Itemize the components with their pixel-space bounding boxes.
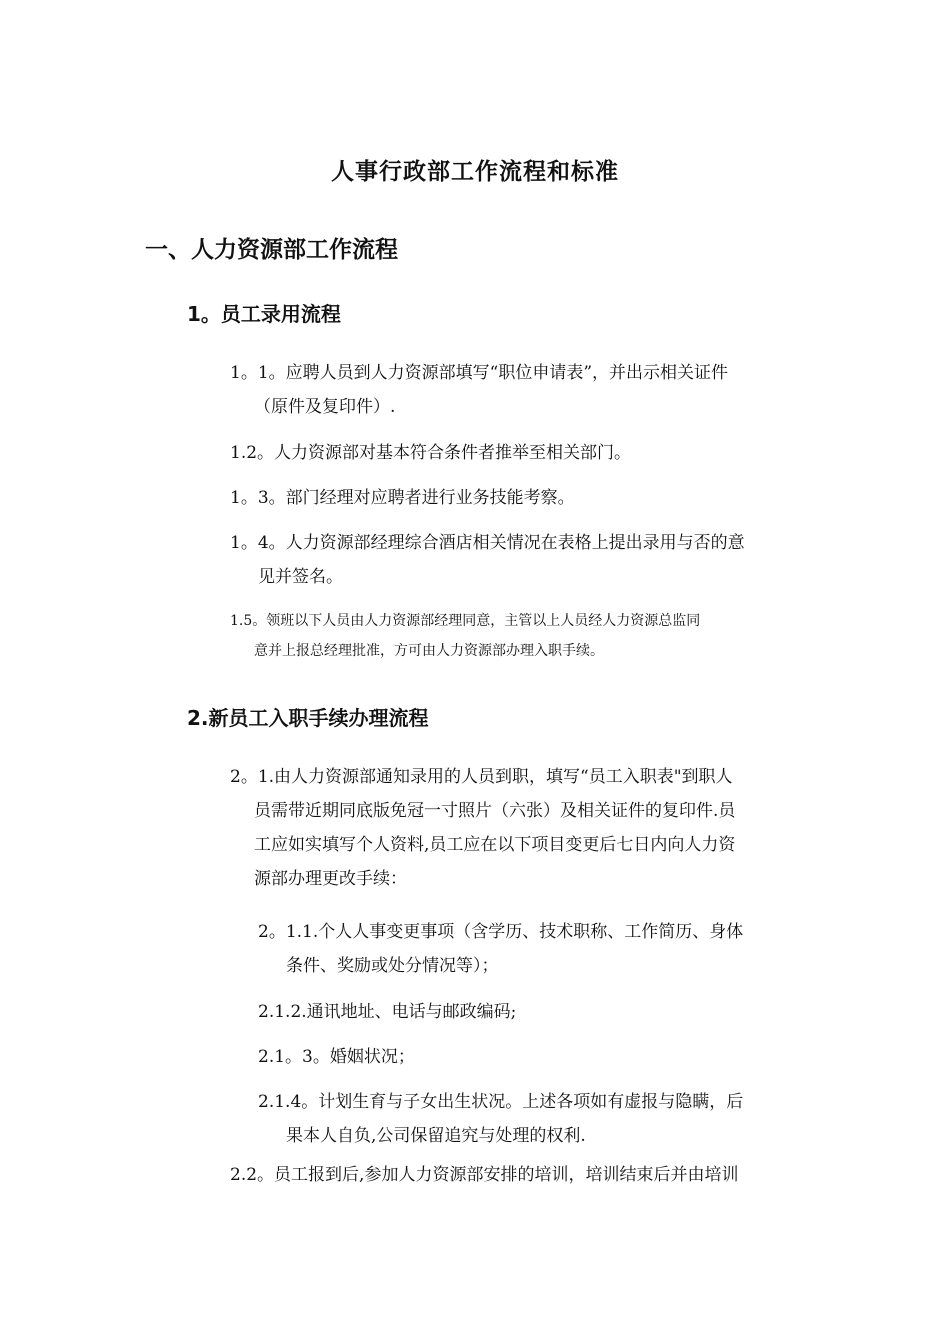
paragraph-2-1-4 [258,1085,743,1153]
paragraph-line: 2。1.由人力资源部通知录用的人员到职，填写“员工入职表"到职人 [230,767,733,787]
paragraph-line: 工应如实填写个人资料,员工应在以下项目变更后七日内向人力资 [254,835,736,855]
paragraph-1-4 [230,526,745,594]
paragraph-line: 意并上报总经理批准，方可由人力资源部办理入职手续。 [254,643,604,659]
paragraph-1-5 [230,606,700,666]
subsection-heading-onboarding: 2.新员工入职手续办理流程 [187,706,429,730]
paragraph-1-1 [230,356,728,424]
paragraph-line: 1。4。人力资源部经理综合酒店相关情况在表格上提出录用与否的意 [230,533,745,553]
paragraph-1-2 [230,436,631,470]
paragraph-line: 条件、奖励或处分情况等）； [286,956,499,976]
paragraph-line: 2.1.4。计划生育与子女出生状况。上述各项如有虚报与隐瞒，后 [258,1092,744,1112]
paragraph-line: （原件及复印件）. [254,397,396,417]
paragraph-line: 1。3。部门经理对应聘者进行业务技能考察。 [230,488,575,508]
paragraph-2-1 [230,760,735,896]
paragraph-line: 1.2。人力资源部对基本符合条件者推举至相关部门。 [230,443,632,463]
section-heading-hr-workflow: 一、人力资源部工作流程 [145,237,398,263]
paragraph-line: 2.1.2.通讯地址、电话与邮政编码; [258,1002,517,1022]
paragraph-2-1-2 [258,995,516,1029]
paragraph-2-2 [230,1158,738,1192]
document-title: 人事行政部工作流程和标准 [331,159,619,185]
paragraph-1-3 [230,481,575,515]
paragraph-line: 2.1。3。婚姻状况； [258,1047,415,1067]
paragraph-line: 员需带近期同底版免冠一寸照片（六张）及相关证件的复印件.员 [254,801,736,821]
paragraph-line: 见并签名。 [258,567,343,587]
paragraph-2-1-3 [258,1040,415,1074]
paragraph-line: 果本人自负,公司保留追究与处理的权利. [286,1126,586,1146]
paragraph-line: 2。1.1.个人人事变更事项（含学历、技术职称、工作简历、身体 [258,922,744,942]
paragraph-line: 源部办理更改手续： [254,869,407,889]
paragraph-line: 2.2。员工报到后,参加人力资源部安排的培训，培训结束后并由培训 [230,1165,739,1185]
paragraph-2-1-1 [258,915,743,983]
paragraph-line: 1.5。领班以下人员由人力资源部经理同意，主管以上人员经人力资源总监同 [230,613,701,629]
paragraph-line: 1。1。应聘人员到人力资源部填写“职位申请表”，并出示相关证件 [230,363,729,383]
subsection-heading-hiring: 1。员工录用流程 [187,302,341,326]
